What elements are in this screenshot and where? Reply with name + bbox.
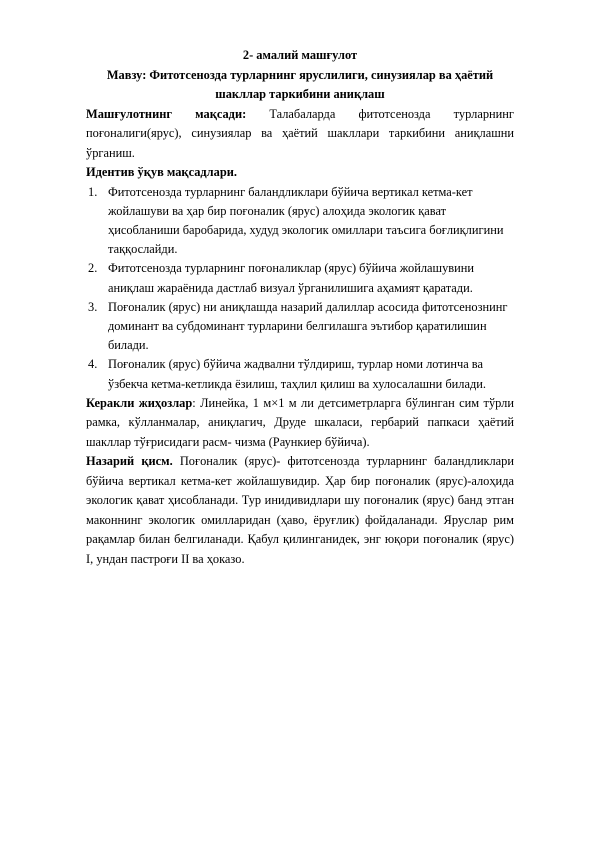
goal-paragraph bbox=[86, 105, 514, 164]
list-item-number: 4. bbox=[88, 357, 98, 372]
theory-text: Поғоналик (ярус)- фитотсенозда турларнинг баландликлари бўйича вертикал кетма-кет жойлашувидир. Ҳар бир поғоналик (ярус)-алоҳида экологик қават ҳисобланади. Тур инидивидлари шу поғоналик (ярус) банд этган маконнинг экологик омилларидан (ҳаво, ёруғлик) фойдаланади. Яруслар рим рақамлар билан белгиланади. Қабул қилинганидек, энг юқори поғоналик (ярус) I, ундан пастроғи II ва ҳоказо. bbox=[86, 454, 515, 566]
learning-goals-heading: Идентив ўқув мақсадлари. bbox=[86, 165, 237, 179]
list-item bbox=[86, 355, 514, 393]
list-item bbox=[86, 183, 514, 260]
list-item-text: Поғоналик (ярус) бўйича жадвални тўлдириш, турлар номи лотинча ва ўзбекча кетма-кетликда ёзилиш, таҳлил қилиш ва хулосалашни билади. bbox=[108, 357, 487, 391]
list-item bbox=[86, 298, 514, 356]
document-page bbox=[86, 46, 514, 569]
list-item-number: 2. bbox=[88, 261, 98, 276]
list-item-text: Фитотсенозда турларнинг баландликлари бўйича вертикал кетма-кет жойлашуви ва ҳар бир поғоналик (ярус) алоҳида экологик қават ҳисобланиши баробарида, худуд экологик омиллари таъсига боғлиқлигини таққослайди. bbox=[108, 184, 504, 257]
theory-paragraph bbox=[86, 452, 514, 569]
learning-goals-list bbox=[86, 183, 514, 394]
goal-label: Машғулотнинг мақсади: bbox=[86, 106, 247, 121]
topic-title: Мавзу: Фитотсенозда турларнинг яруслилиги, синузиялар ва ҳаётий шакллар таркибини аниқлаш bbox=[106, 67, 494, 101]
equipment-text: : Линейка, 1 м×1 м ли детсиметрларга бўлинган сим тўрли рамка, кўлланмалар, аниқлагич, Друде шкаласи, гербарий папкаси ҳаётий шакллар тўғрисидаги расм- чизма (Раункиер бўйича). bbox=[86, 395, 514, 449]
list-item-number: 3. bbox=[88, 299, 98, 314]
list-item-text: Фитотсенозда турларнинг поғоналиклар (ярус) бўйича жойлашувини аниқлаш жараёнида дастлаб визуал ўрганилишига аҳамият қаратади. bbox=[108, 261, 475, 295]
theory-label: Назарий қисм. bbox=[86, 454, 173, 469]
practical-title: 2- амалий машғулот bbox=[242, 48, 358, 62]
equipment-label: Керакли жиҳозлар bbox=[86, 395, 193, 410]
equipment-paragraph bbox=[86, 394, 514, 453]
list-item-text: Поғоналик (ярус) ни аниқлашда назарий далиллар асосида фитотсенознинг доминант ва субдоминант турларини белгилашга эътибор қаратилишин билади. bbox=[108, 299, 508, 353]
goal-text: Талабаларда фитотсенозда турларнинг поғоналиги(ярус), синузиялар ва ҳаётий шакллари таркибини аниқлашни ўрганиш. bbox=[86, 106, 514, 160]
list-item-number: 1. bbox=[88, 184, 98, 199]
list-item bbox=[86, 259, 514, 297]
